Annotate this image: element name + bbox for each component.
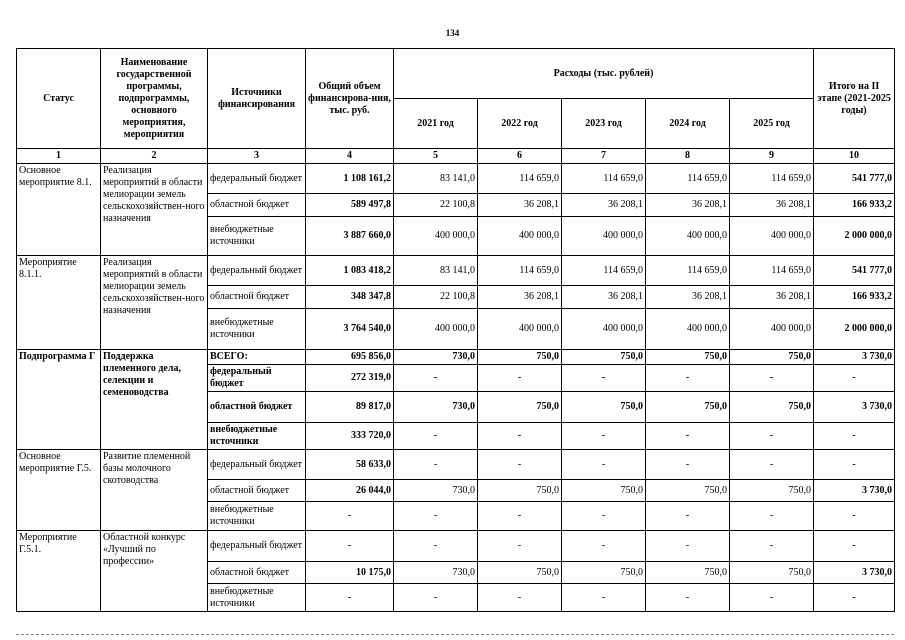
- year-amount-cell: 750,0: [730, 392, 814, 423]
- year-amount-cell: 750,0: [562, 480, 646, 502]
- year-amount-cell: 400 000,0: [394, 217, 478, 256]
- column-number: 9: [730, 149, 814, 164]
- year-amount-cell: -: [478, 584, 562, 612]
- total-amount-cell: 10 175,0: [306, 562, 394, 584]
- table-row: [17, 450, 895, 480]
- year-amount-cell: -: [562, 423, 646, 450]
- year-amount-cell: 114 659,0: [730, 256, 814, 286]
- year-amount-cell: 400 000,0: [730, 309, 814, 350]
- funding-source-cell: федеральный бюджет: [208, 531, 306, 562]
- year-amount-cell: 750,0: [730, 562, 814, 584]
- year-amount-cell: 114 659,0: [478, 256, 562, 286]
- funding-source-cell: федеральный бюджет: [208, 256, 306, 286]
- stage-total-cell: -: [814, 450, 895, 480]
- year-amount-cell: 114 659,0: [562, 164, 646, 194]
- column-number: 2: [101, 149, 208, 164]
- program-name-cell: Областной конкурс «Лучший по профессии»: [101, 531, 208, 612]
- year-amount-cell: -: [394, 502, 478, 531]
- year-amount-cell: 750,0: [478, 562, 562, 584]
- header-name: Наименование государственной программы, подпрограммы, основного мероприятия, мероприятия: [101, 49, 208, 149]
- total-amount-cell: 333 720,0: [306, 423, 394, 450]
- year-amount-cell: -: [646, 450, 730, 480]
- funding-source-cell: областной бюджет: [208, 562, 306, 584]
- funding-source-cell: ВСЕГО:: [208, 350, 306, 365]
- year-amount-cell: 400 000,0: [478, 309, 562, 350]
- year-amount-cell: -: [478, 531, 562, 562]
- year-amount-cell: 36 208,1: [646, 286, 730, 309]
- year-amount-cell: 36 208,1: [478, 194, 562, 217]
- year-amount-cell: -: [394, 365, 478, 392]
- year-amount-cell: 36 208,1: [478, 286, 562, 309]
- funding-source-cell: областной бюджет: [208, 480, 306, 502]
- year-amount-cell: 750,0: [478, 350, 562, 365]
- total-amount-cell: 3 887 660,0: [306, 217, 394, 256]
- year-amount-cell: 114 659,0: [562, 256, 646, 286]
- year-amount-cell: -: [562, 584, 646, 612]
- year-amount-cell: 36 208,1: [730, 194, 814, 217]
- status-cell: Мероприятие Г.5.1.: [17, 531, 101, 612]
- year-amount-cell: -: [730, 365, 814, 392]
- year-amount-cell: 83 141,0: [394, 164, 478, 194]
- year-amount-cell: 114 659,0: [646, 164, 730, 194]
- year-amount-cell: -: [646, 502, 730, 531]
- stage-total-cell: 3 730,0: [814, 350, 895, 365]
- year-amount-cell: 114 659,0: [730, 164, 814, 194]
- year-amount-cell: 400 000,0: [562, 309, 646, 350]
- total-amount-cell: 589 497,8: [306, 194, 394, 217]
- page-number: 134: [445, 28, 460, 38]
- total-amount-cell: 1 108 161,2: [306, 164, 394, 194]
- year-amount-cell: 730,0: [394, 350, 478, 365]
- stage-total-cell: -: [814, 502, 895, 531]
- year-amount-cell: 750,0: [478, 480, 562, 502]
- year-amount-cell: 730,0: [394, 480, 478, 502]
- status-cell: Подпрограмма Г: [17, 350, 101, 450]
- year-amount-cell: 730,0: [394, 392, 478, 423]
- total-amount-cell: 348 347,8: [306, 286, 394, 309]
- status-cell: Основное мероприятие Г.5.: [17, 450, 101, 531]
- budget-table: [16, 48, 895, 612]
- year-amount-cell: 36 208,1: [730, 286, 814, 309]
- funding-source-cell: областной бюджет: [208, 194, 306, 217]
- year-amount-cell: 730,0: [394, 562, 478, 584]
- stage-total-cell: 3 730,0: [814, 562, 895, 584]
- year-amount-cell: 36 208,1: [646, 194, 730, 217]
- funding-source-cell: федеральный бюджет: [208, 365, 306, 392]
- funding-source-cell: внебюджетные источники: [208, 309, 306, 350]
- status-cell: Мероприятие 8.1.1.: [17, 256, 101, 350]
- stage-total-cell: 3 730,0: [814, 480, 895, 502]
- year-amount-cell: -: [730, 584, 814, 612]
- year-amount-cell: 750,0: [730, 480, 814, 502]
- program-name-cell: Реализация мероприятий в области мелиорации земель сельскохозяйствен-ного назначения: [101, 256, 208, 350]
- total-amount-cell: -: [306, 502, 394, 531]
- year-amount-cell: -: [646, 531, 730, 562]
- stage-total-cell: 3 730,0: [814, 392, 895, 423]
- column-number-row: [17, 149, 895, 164]
- header-stage-total: Итого на II этапе (2021-2025 годы): [814, 49, 895, 149]
- header-year: 2021 год: [394, 99, 478, 149]
- stage-total-cell: -: [814, 423, 895, 450]
- header-year: 2022 год: [478, 99, 562, 149]
- year-amount-cell: 36 208,1: [562, 194, 646, 217]
- funding-source-cell: федеральный бюджет: [208, 450, 306, 480]
- total-amount-cell: 1 083 418,2: [306, 256, 394, 286]
- total-amount-cell: 695 856,0: [306, 350, 394, 365]
- year-amount-cell: 36 208,1: [562, 286, 646, 309]
- column-number: 4: [306, 149, 394, 164]
- year-amount-cell: -: [562, 531, 646, 562]
- program-name-cell: Поддержка племенного дела, селекции и семеноводства: [101, 350, 208, 450]
- total-amount-cell: 3 764 540,0: [306, 309, 394, 350]
- stage-total-cell: -: [814, 365, 895, 392]
- program-name-cell: Реализация мероприятий в области мелиорации земель сельскохозяйствен-ного назначения: [101, 164, 208, 256]
- table-row: [17, 256, 895, 286]
- header-year: 2025 год: [730, 99, 814, 149]
- year-amount-cell: 750,0: [562, 392, 646, 423]
- column-number: 10: [814, 149, 895, 164]
- year-amount-cell: 400 000,0: [478, 217, 562, 256]
- year-amount-cell: 750,0: [730, 350, 814, 365]
- table-body: [17, 149, 895, 612]
- funding-source-cell: внебюджетные источники: [208, 584, 306, 612]
- funding-source-cell: внебюджетные источники: [208, 423, 306, 450]
- year-amount-cell: 750,0: [478, 392, 562, 423]
- funding-source-cell: федеральный бюджет: [208, 164, 306, 194]
- year-amount-cell: -: [730, 423, 814, 450]
- year-amount-cell: 750,0: [646, 350, 730, 365]
- year-amount-cell: -: [646, 365, 730, 392]
- column-number: 3: [208, 149, 306, 164]
- stage-total-cell: 166 933,2: [814, 286, 895, 309]
- year-amount-cell: 400 000,0: [646, 217, 730, 256]
- stage-total-cell: 541 777,0: [814, 256, 895, 286]
- year-amount-cell: -: [478, 365, 562, 392]
- header-total: Общий объем финансирова-ния, тыс. руб.: [306, 49, 394, 149]
- year-amount-cell: -: [730, 531, 814, 562]
- total-amount-cell: -: [306, 531, 394, 562]
- year-amount-cell: -: [394, 584, 478, 612]
- year-amount-cell: 750,0: [562, 350, 646, 365]
- year-amount-cell: -: [394, 531, 478, 562]
- year-amount-cell: -: [394, 450, 478, 480]
- year-amount-cell: -: [562, 450, 646, 480]
- column-number: 5: [394, 149, 478, 164]
- program-name-cell: Развитие племенной базы молочного скотоводства: [101, 450, 208, 531]
- year-amount-cell: 400 000,0: [730, 217, 814, 256]
- stage-total-cell: 166 933,2: [814, 194, 895, 217]
- header-year: 2024 год: [646, 99, 730, 149]
- year-amount-cell: -: [730, 450, 814, 480]
- table-row: [17, 350, 895, 365]
- year-amount-cell: 750,0: [562, 562, 646, 584]
- total-amount-cell: 26 044,0: [306, 480, 394, 502]
- header-year: 2023 год: [562, 99, 646, 149]
- year-amount-cell: -: [394, 423, 478, 450]
- column-number: 6: [478, 149, 562, 164]
- year-amount-cell: 400 000,0: [394, 309, 478, 350]
- year-amount-cell: 114 659,0: [646, 256, 730, 286]
- total-amount-cell: 272 319,0: [306, 365, 394, 392]
- year-amount-cell: 22 100,8: [394, 286, 478, 309]
- year-amount-cell: 400 000,0: [562, 217, 646, 256]
- total-amount-cell: -: [306, 584, 394, 612]
- stage-total-cell: 2 000 000,0: [814, 217, 895, 256]
- stage-total-cell: -: [814, 584, 895, 612]
- year-amount-cell: 750,0: [646, 392, 730, 423]
- year-amount-cell: 750,0: [646, 480, 730, 502]
- column-number: 8: [646, 149, 730, 164]
- header-expenses: Расходы (тыс. рублей): [394, 49, 814, 99]
- year-amount-cell: 22 100,8: [394, 194, 478, 217]
- year-amount-cell: -: [478, 423, 562, 450]
- year-amount-cell: -: [646, 584, 730, 612]
- page-bottom-rule: [16, 634, 894, 635]
- funding-source-cell: внебюджетные источники: [208, 217, 306, 256]
- stage-total-cell: -: [814, 531, 895, 562]
- header-status: Статус: [17, 49, 101, 149]
- year-amount-cell: -: [562, 365, 646, 392]
- stage-total-cell: 541 777,0: [814, 164, 895, 194]
- year-amount-cell: 83 141,0: [394, 256, 478, 286]
- year-amount-cell: -: [562, 502, 646, 531]
- year-amount-cell: -: [478, 502, 562, 531]
- year-amount-cell: 400 000,0: [646, 309, 730, 350]
- funding-source-cell: областной бюджет: [208, 286, 306, 309]
- stage-total-cell: 2 000 000,0: [814, 309, 895, 350]
- year-amount-cell: -: [646, 423, 730, 450]
- funding-source-cell: областной бюджет: [208, 392, 306, 423]
- table-row: [17, 531, 895, 562]
- year-amount-cell: 114 659,0: [478, 164, 562, 194]
- year-amount-cell: -: [730, 502, 814, 531]
- column-number: 7: [562, 149, 646, 164]
- status-cell: Основное мероприятие 8.1.: [17, 164, 101, 256]
- header-sources: Источники финансирования: [208, 49, 306, 149]
- funding-source-cell: внебюджетные источники: [208, 502, 306, 531]
- year-amount-cell: -: [478, 450, 562, 480]
- year-amount-cell: 750,0: [646, 562, 730, 584]
- table-row: [17, 164, 895, 194]
- total-amount-cell: 89 817,0: [306, 392, 394, 423]
- column-number: 1: [17, 149, 101, 164]
- total-amount-cell: 58 633,0: [306, 450, 394, 480]
